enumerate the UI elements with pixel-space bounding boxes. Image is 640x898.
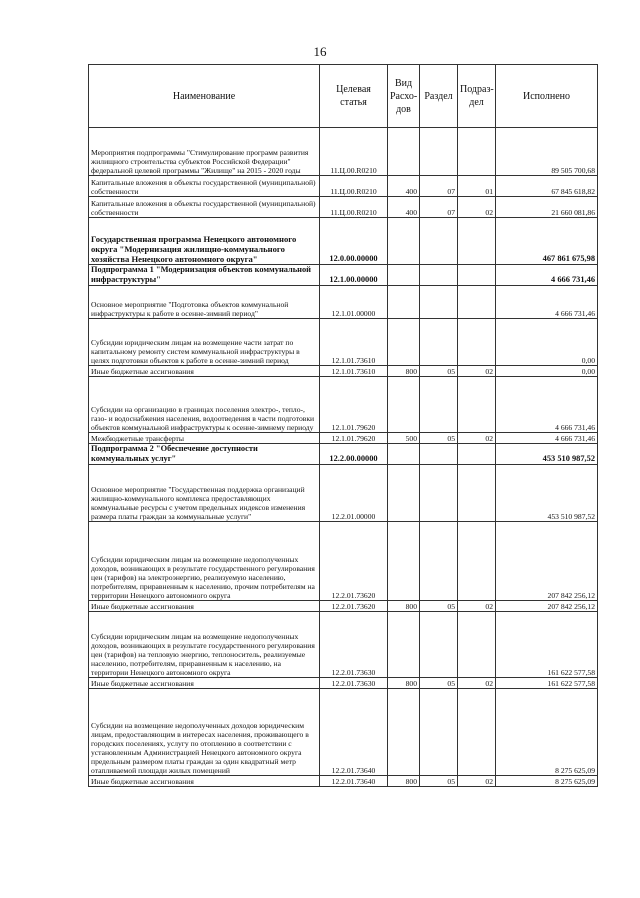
row-vid [388, 319, 420, 366]
row-code: 12.2.01.73640 [320, 776, 388, 787]
row-razdel: 07 [420, 176, 458, 197]
header-target: Целевая статья [320, 65, 388, 128]
table-row [89, 218, 598, 265]
row-code: 11.Ц.00.R0210 [320, 176, 388, 197]
row-amount: 0,00 [496, 319, 598, 366]
row-amount: 467 861 675,98 [496, 218, 598, 265]
row-vid [388, 265, 420, 286]
row-vid [388, 128, 420, 176]
table-row [89, 197, 598, 218]
row-vid: 800 [388, 776, 420, 787]
row-podrazdel [458, 444, 496, 465]
row-name: Субсидии юридическим лицам на возмещение части затрат по капитальному ремонту систем коммунальной инфраструктуры в целях подготовки объектов к работе в осенне-зимний период [89, 319, 320, 366]
row-razdel [420, 612, 458, 678]
row-podrazdel [458, 128, 496, 176]
table-row [89, 444, 598, 465]
table-row [89, 128, 598, 176]
row-razdel: 05 [420, 433, 458, 444]
row-podrazdel [458, 465, 496, 522]
row-amount: 67 845 618,82 [496, 176, 598, 197]
budget-table [88, 64, 598, 787]
row-vid [388, 218, 420, 265]
row-name: Государственная программа Ненецкого автономного округа "Модернизация жилищно-коммунального хозяйства Ненецкого автономного округа" [89, 218, 320, 265]
row-vid [388, 286, 420, 319]
row-amount: 4 666 731,46 [496, 377, 598, 433]
row-amount: 4 666 731,46 [496, 265, 598, 286]
row-code: 12.2.01.00000 [320, 465, 388, 522]
table-row [89, 319, 598, 366]
row-podrazdel [458, 265, 496, 286]
row-name: Иные бюджетные ассигнования [89, 776, 320, 787]
row-vid: 800 [388, 366, 420, 377]
row-code: 12.1.01.73610 [320, 319, 388, 366]
row-razdel: 05 [420, 366, 458, 377]
row-podrazdel [458, 689, 496, 776]
row-razdel [420, 689, 458, 776]
row-name: Капитальные вложения в объекты государственной (муниципальной) собственности [89, 197, 320, 218]
row-name: Основное мероприятие "Подготовка объектов коммунальной инфраструктуры к работе в осенне-зимний период" [89, 286, 320, 319]
row-name: Основное мероприятие "Государственная поддержка организаций жилищно-коммунального комплекса предоставляющих коммунальные ресурсы с учетом предельных индексов изменения размера платы граждан за коммунальные услуги" [89, 465, 320, 522]
row-vid: 500 [388, 433, 420, 444]
row-code: 12.2.01.73630 [320, 678, 388, 689]
row-podrazdel [458, 218, 496, 265]
row-podrazdel: 02 [458, 601, 496, 612]
row-code: 12.1.01.00000 [320, 286, 388, 319]
row-podrazdel [458, 286, 496, 319]
row-razdel [420, 465, 458, 522]
row-razdel [420, 444, 458, 465]
row-code: 12.2.01.73620 [320, 601, 388, 612]
header-podrazdel: Подраз-дел [458, 65, 496, 128]
row-name: Иные бюджетные ассигнования [89, 678, 320, 689]
table-row [89, 689, 598, 776]
row-code: 11.Ц.00.R0210 [320, 128, 388, 176]
row-vid [388, 612, 420, 678]
header-done: Исполнено [496, 65, 598, 128]
row-code: 12.0.00.00000 [320, 218, 388, 265]
row-vid: 400 [388, 197, 420, 218]
table-row [89, 776, 598, 787]
row-name: Подпрограмма 2 "Обеспечение доступности коммунальных услуг" [89, 444, 320, 465]
row-name: Субсидии на возмещение недополученных доходов юридическим лицам, предоставляющим в интересах населения, проживающего в городских поселениях, услугу по отоплению в соответствии с установленным Администрацией Ненецкого автономного округа предельным размером платы граждан за один квадратный метр отапливаемой площади жилых помещений [89, 689, 320, 776]
row-name: Субсидии на организацию в границах поселения электро-, тепло-, газо- и водоснабжения населения, водоотведения в части подготовки объектов коммунальной инфраструктуры к осенне-зимнему периоду [89, 377, 320, 433]
row-name: Капитальные вложения в объекты государственной (муниципальной) собственности [89, 176, 320, 197]
table-row [89, 465, 598, 522]
table-row [89, 433, 598, 444]
row-vid: 400 [388, 176, 420, 197]
row-razdel [420, 377, 458, 433]
row-podrazdel [458, 319, 496, 366]
row-code: 12.1.01.79620 [320, 433, 388, 444]
row-name: Межбюджетные трансферты [89, 433, 320, 444]
row-amount: 89 505 700,68 [496, 128, 598, 176]
table-row [89, 377, 598, 433]
row-amount: 453 510 987,52 [496, 465, 598, 522]
table-header-row [89, 65, 598, 128]
row-vid: 800 [388, 678, 420, 689]
table-row [89, 612, 598, 678]
row-amount: 161 622 577,58 [496, 678, 598, 689]
row-vid [388, 522, 420, 601]
header-name: Наименование [89, 65, 320, 128]
row-podrazdel: 02 [458, 197, 496, 218]
row-amount: 161 622 577,58 [496, 612, 598, 678]
row-razdel: 05 [420, 601, 458, 612]
row-name: Иные бюджетные ассигнования [89, 366, 320, 377]
table-row [89, 601, 598, 612]
row-vid [388, 465, 420, 522]
row-code: 12.1.01.79620 [320, 377, 388, 433]
row-razdel [420, 286, 458, 319]
row-vid: 800 [388, 601, 420, 612]
row-amount: 8 275 625,09 [496, 776, 598, 787]
row-razdel: 05 [420, 678, 458, 689]
page-number: 16 [313, 44, 327, 59]
row-podrazdel [458, 377, 496, 433]
row-name: Подпрограмма 1 "Модернизация объектов коммунальной инфраструктуры" [89, 265, 320, 286]
row-amount: 0,00 [496, 366, 598, 377]
row-podrazdel [458, 522, 496, 601]
row-razdel [420, 218, 458, 265]
row-amount: 8 275 625,09 [496, 689, 598, 776]
row-amount: 453 510 987,52 [496, 444, 598, 465]
row-razdel [420, 128, 458, 176]
table-row [89, 176, 598, 197]
table-row [89, 286, 598, 319]
row-name: Мероприятия подпрограммы "Стимулирование программ развития жилищного строительства субъектов Российской Федерации" федеральной целевой программы "Жилище" на 2015 - 2020 годы [89, 128, 320, 176]
row-razdel [420, 522, 458, 601]
row-name: Субсидии юридическим лицам на возмещение недополученных доходов, возникающих в результате государственного регулирования цен (тарифов) на тепловую энергию, теплоноситель, реализуемые населению, потребителям, приравненным к населению, на территории Ненецкого автономного округа [89, 612, 320, 678]
row-razdel [420, 319, 458, 366]
row-vid [388, 689, 420, 776]
row-amount: 207 842 256,12 [496, 601, 598, 612]
row-name: Субсидии юридическим лицам на возмещение недополученных доходов, возникающих в результате государственного регулирования цен (тарифов) на электроэнергию, реализуемую населению, потребителям, приравненным к населению, прочим потребителям на территории Ненецкого автономного округа [89, 522, 320, 601]
row-podrazdel: 01 [458, 176, 496, 197]
row-vid [388, 444, 420, 465]
row-code: 12.2.00.00000 [320, 444, 388, 465]
row-code: 12.2.01.73640 [320, 689, 388, 776]
row-vid [388, 377, 420, 433]
row-podrazdel: 02 [458, 366, 496, 377]
header-razdel: Раздел [420, 65, 458, 128]
row-amount: 4 666 731,46 [496, 286, 598, 319]
table-row [89, 678, 598, 689]
table-row [89, 522, 598, 601]
row-amount: 207 842 256,12 [496, 522, 598, 601]
row-amount: 4 666 731,46 [496, 433, 598, 444]
row-code: 12.2.01.73630 [320, 612, 388, 678]
table-row [89, 366, 598, 377]
row-code: 11.Ц.00.R0210 [320, 197, 388, 218]
row-name: Иные бюджетные ассигнования [89, 601, 320, 612]
row-razdel [420, 265, 458, 286]
row-code: 12.1.01.73610 [320, 366, 388, 377]
header-vid: Вид Расхо-дов [388, 65, 420, 128]
row-podrazdel: 02 [458, 433, 496, 444]
row-amount: 21 660 081,86 [496, 197, 598, 218]
row-podrazdel: 02 [458, 678, 496, 689]
row-podrazdel: 02 [458, 776, 496, 787]
row-razdel: 05 [420, 776, 458, 787]
row-code: 12.2.01.73620 [320, 522, 388, 601]
row-code: 12.1.00.00000 [320, 265, 388, 286]
row-podrazdel [458, 612, 496, 678]
row-razdel: 07 [420, 197, 458, 218]
table-row [89, 265, 598, 286]
